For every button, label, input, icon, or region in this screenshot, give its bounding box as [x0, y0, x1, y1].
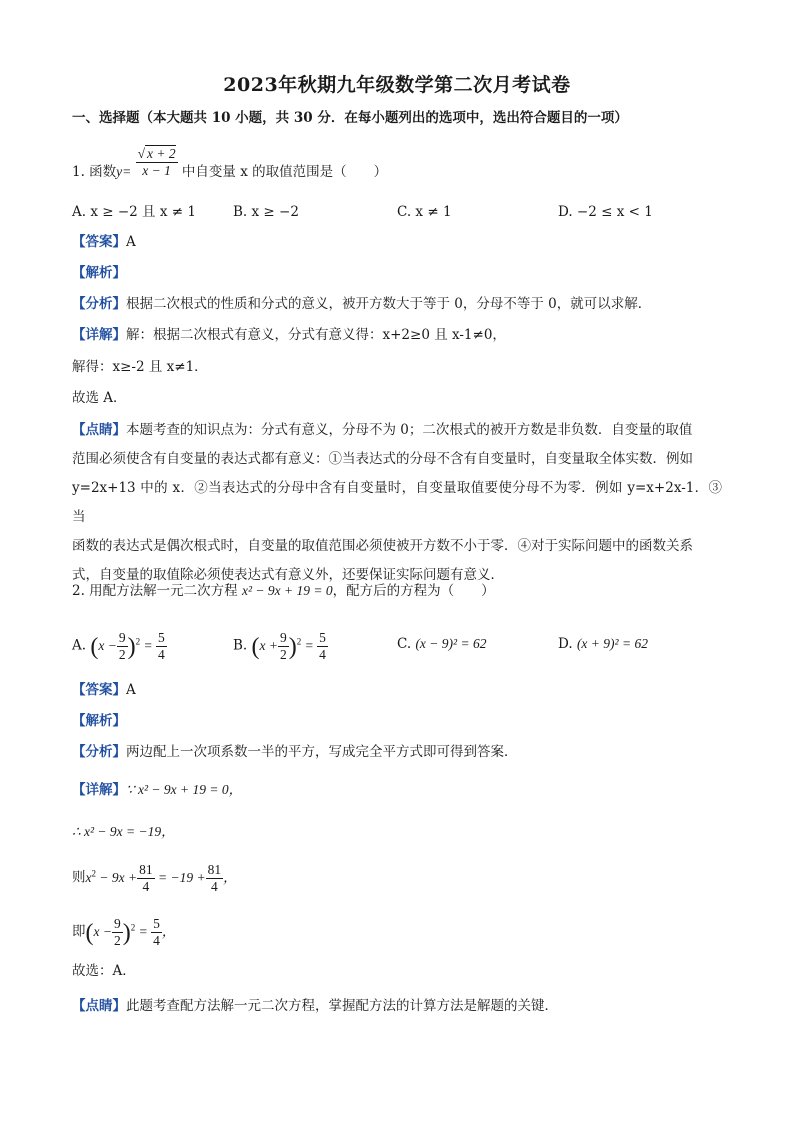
q2-option-c-eq: (x − 9)² = 62 — [415, 636, 487, 651]
q2-option-a-label: A. — [72, 637, 87, 654]
q2-xiangjie — [72, 780, 242, 800]
q2-stem-equation: x² − 9x + 19 = 0 — [241, 583, 333, 598]
q1-numerator: √ x + 2 — [137, 145, 176, 161]
section-heading: 一、选择题（本大题共 10 小题，共 30 分．在每小题列出的选项中，选出符合题目的一项） — [72, 110, 628, 126]
q2-step-4-prefix: 即 — [72, 923, 86, 940]
q1-suffix: 中自变量 x 的取值范围是（ ） — [177, 164, 388, 180]
q2-jiexi-tag: 【解析】 — [72, 713, 126, 729]
q1-guxuan: 故选 A． — [72, 390, 127, 406]
q2-step-4-eq: (x − $\frac{9}{2}$ )$^2$ = $\frac{5}{4}$ ， — [85, 916, 176, 948]
page-title: 2023年秋期九年级数学第二次月考试卷 — [223, 74, 571, 96]
q2-option-b — [233, 630, 328, 663]
q1-fenxi-text: 根据二次根式的性质和分式的意义，被开方数大于等于 0，分母不等于 0，就可以求解． — [126, 296, 652, 312]
q2-dianjing-tag: 【点睛】 — [72, 998, 126, 1014]
q1-answer — [72, 232, 136, 252]
q2-fenxi — [72, 742, 518, 762]
q1-jiexi-tag: 【解析】 — [72, 265, 126, 281]
q2-xiangjie-tag: 【详解】 — [72, 782, 126, 798]
q1-option-c: C. x ≠ 1 — [397, 204, 452, 220]
q2-option-d-eq: (x + 9)² = 62 — [576, 636, 648, 651]
q2-option-b-label: B. — [233, 637, 248, 654]
q1-fenxi-tag: 【分析】 — [72, 296, 126, 312]
q2-step-3 — [72, 862, 237, 895]
q2-option-a — [72, 630, 167, 663]
q2-option-c-label: C. — [397, 636, 412, 652]
q2-option-a-eq: (x − $\frac{9}{2}$ )$^2$ = $\frac{5}{4}$ — [90, 630, 165, 662]
q2-option-c — [397, 634, 486, 654]
q1-prefix: 1. 函数 — [72, 164, 117, 180]
q2-answer — [72, 680, 136, 700]
q2-option-b-eq: (x + $\frac{9}{2}$ )$^2$ = $\frac{5}{4}$ — [251, 630, 326, 662]
q1-fraction — [136, 145, 178, 179]
q2-step-1: ∵ x² − 9x + 19 = 0， — [126, 782, 243, 797]
q1-answer-value: A — [126, 234, 136, 250]
q2-dianjing-text: 此题考查配方法解一元二次方程，掌握配方法的计算方法是解题的关键． — [126, 998, 558, 1014]
q1-y: y= — [116, 164, 132, 179]
q1-stem — [72, 145, 388, 182]
q1-option-d: D. −2 ≤ x < 1 — [558, 204, 653, 220]
q2-option-d-label: D. — [558, 636, 573, 652]
q2-fenxi-text: 两边配上一次项系数一半的平方，写成完全平方式即可得到答案． — [126, 744, 518, 760]
q1-xiangjie — [72, 325, 506, 345]
q1-jiede: 解得：x≥-2 且 x≠1． — [72, 359, 208, 375]
q1-option-b: B. x ≥ −2 — [233, 204, 299, 220]
q2-dianjing — [72, 996, 558, 1016]
q2-step-3-prefix: 则 — [72, 869, 86, 886]
q1-answer-tag: 【答案】 — [72, 234, 126, 250]
q1-fenxi — [72, 294, 651, 314]
q1-dianjing-line-5: 式，自变量的取值除必须使表达式有意义外，还要保证实际问题有意义． — [72, 567, 504, 583]
q1-dianjing-line-1: 本题考查的知识点为：分式有意义，分母不为 0；二次根式的被开方数是非负数．自变量的取值 — [126, 422, 693, 438]
q1-dianjing — [72, 416, 722, 590]
q2-answer-tag: 【答案】 — [72, 682, 126, 698]
q2-stem-suffix: ，配方后的方程为（ ） — [332, 583, 495, 599]
q1-xiangjie-tag: 【详解】 — [72, 327, 126, 343]
q1-dianjing-line-2: 范围必须使含有自变量的表达式都有意义：①当表达式的分母不含有自变量时，自变量取全体实数．例如 — [72, 451, 693, 467]
q2-step-2: ∴ x² − 9x = −19， — [72, 824, 175, 839]
q2-stem — [72, 581, 495, 601]
q2-fenxi-tag: 【分析】 — [72, 744, 126, 760]
q1-dianjing-tag: 【点睛】 — [72, 422, 126, 438]
q1-xiangjie-text: 解：根据二次根式有意义，分式有意义得：x+2≥0 且 x-1≠0， — [126, 327, 506, 343]
q2-option-d — [558, 634, 648, 654]
q2-stem-prefix: 2. 用配方法解一元二次方程 — [72, 583, 238, 599]
q2-step-4 — [72, 916, 175, 949]
q2-guxuan: 故选：A． — [72, 963, 136, 979]
q1-option-a: A. x ≥ −2 且 x ≠ 1 — [72, 204, 196, 220]
q1-dianjing-line-3: y=2x+13 中的 x．②当表达式的分母中含有自变量时，自变量取值要使分母不为零．例如 y=x+2x-1．③当 — [72, 480, 722, 525]
q1-denominator: x − 1 — [142, 162, 171, 178]
q2-answer-value: A — [126, 682, 136, 698]
q1-dianjing-line-4: 函数的表达式是偶次根式时，自变量的取值范围必须使被开方数不小于零．④对于实际问题中的函数关系 — [72, 538, 693, 554]
q2-step-3-eq: $x^2 - 9x$ + $\frac{81}{4}$ = −19 + $\frac{81}{4}$ ， — [85, 862, 237, 894]
